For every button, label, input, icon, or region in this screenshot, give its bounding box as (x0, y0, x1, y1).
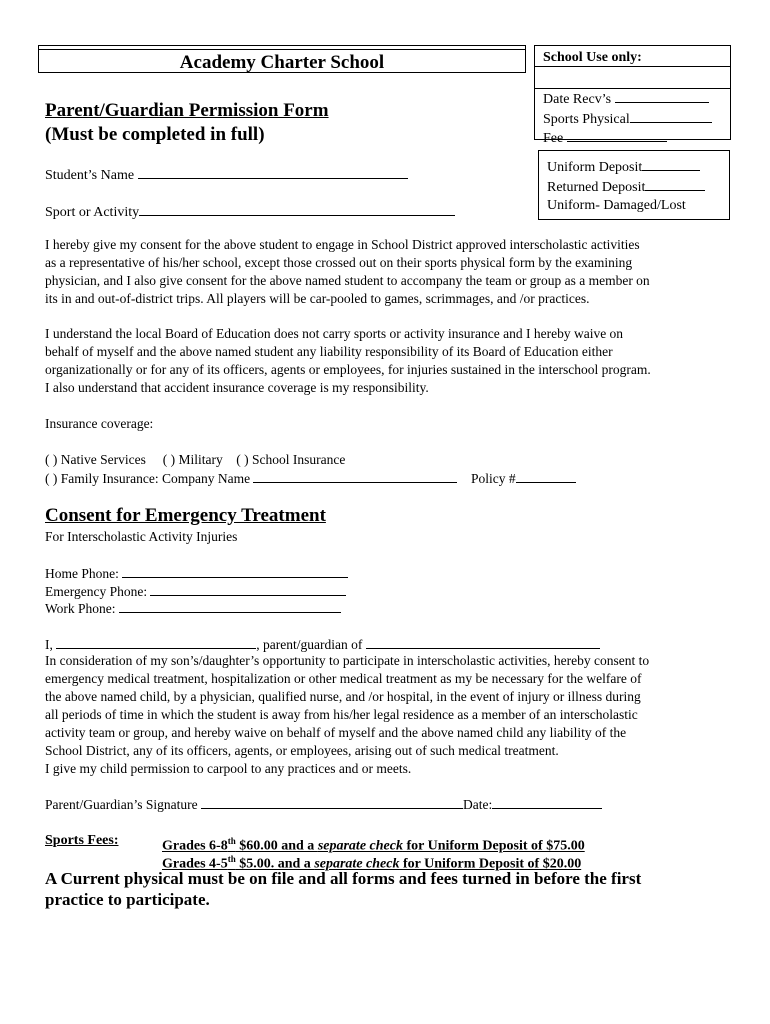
guardian-of-label: , parent/guardian of (256, 637, 363, 652)
insurance-line: I also understand that accident insurance coverage is my responsibility. (45, 380, 429, 395)
date-recv-field[interactable] (615, 89, 709, 103)
emergency-paragraph (45, 652, 745, 778)
fees-row2-grades: Grades 4-5 (162, 856, 228, 872)
signature-field[interactable] (201, 795, 463, 809)
emergency-line: all periods of time in which the student is away from his/her legal residence as a member of an interscholastic (45, 707, 638, 722)
sports-physical-field[interactable] (630, 109, 712, 123)
military-checkbox[interactable]: ( ) Military (162, 452, 223, 467)
insurance-paragraph (45, 325, 735, 397)
form-title-line2: (Must be completed in full) (45, 124, 265, 145)
emergency-heading: Consent for Emergency Treatment (45, 505, 326, 526)
school-use-box (534, 45, 731, 146)
sport-field[interactable] (139, 202, 455, 216)
family-insurance-checkbox[interactable]: ( ) Family Insurance: Company Name (45, 471, 251, 486)
work-phone-label: Work Phone: (45, 601, 116, 616)
guardian-name-field[interactable] (56, 635, 256, 649)
date-recv-label: Date Recv’s (543, 92, 612, 107)
fees-row2-tail: for Uniform Deposit of $20.00 (399, 856, 582, 872)
fee-label: Fee (543, 131, 564, 146)
work-phone-row (45, 599, 341, 618)
policy-label: Policy # (470, 471, 516, 486)
date-field[interactable] (492, 795, 602, 809)
fees-row2-amount: $5.00. and a (235, 856, 315, 872)
separate-check-text: separate check (317, 838, 403, 854)
uniform-deposit-field[interactable] (642, 157, 700, 171)
emergency-line: In consideration of my son’s/daughter’s opportunity to participate in interscholastic activities, hereby consent to (45, 653, 650, 668)
policy-field[interactable] (516, 469, 576, 483)
home-phone-row (45, 564, 348, 583)
separate-check-text: separate check (314, 856, 400, 872)
child-name-field[interactable] (366, 635, 600, 649)
insurance-line: behalf of myself and the above named student any liability responsibility of its Board of Education either (45, 344, 613, 359)
insurance-line: organizationally or for any of its officers, agents or employees, for injuries sustained in the interschool program. (45, 362, 651, 377)
uniform-damaged-label: Uniform- Damaged/Lost (547, 198, 686, 213)
consent-line: physician, and I also give consent for the above named student to accompany the team or group as a member on (45, 273, 650, 288)
insurance-options-row2 (45, 469, 576, 488)
fee-field[interactable] (567, 128, 667, 142)
fees-row2-sup: th (227, 854, 236, 864)
form-title-line1: Parent/Guardian Permission Form (45, 100, 329, 121)
home-phone-label: Home Phone: (45, 566, 119, 581)
i-label: I, (45, 637, 53, 652)
sport-row (45, 202, 455, 222)
date-label: Date: (462, 797, 493, 812)
signature-label: Parent/Guardian’s Signature (45, 797, 198, 812)
returned-deposit-label: Returned Deposit (547, 180, 646, 195)
consent-line: I hereby give my consent for the above student to engage in School District approved interscholastic activities (45, 237, 640, 252)
footer-notice-line2: practice to participate. (45, 890, 210, 909)
uniform-deposit-label: Uniform Deposit (547, 160, 643, 175)
insurance-coverage-label: Insurance coverage: (45, 416, 154, 431)
consent-paragraph (45, 236, 735, 308)
insurance-options-row1 (45, 451, 345, 469)
fees-row1-grades: Grades 6-8 (162, 838, 228, 854)
footer-notice (45, 868, 745, 910)
emergency-line: activity team or group, and hereby waive on behalf of myself and the above named child any liability of the (45, 725, 627, 740)
emergency-line: emergency medical treatment, hospitalization or other medical treatment as my be necessary for the welfare of (45, 671, 642, 686)
emergency-phone-field[interactable] (150, 582, 346, 596)
fees-row1-amount: $60.00 and a (235, 838, 318, 854)
student-name-label: Student’s Name (45, 168, 135, 183)
sports-physical-label: Sports Physical (543, 111, 630, 127)
emergency-line: the above named child, by a physician, qualified nurse, and /or hospital, in the event of injury or illness during (45, 689, 641, 704)
fees-row1-tail: for Uniform Deposit of $75.00 (402, 838, 585, 854)
native-services-checkbox[interactable]: ( ) Native Services (45, 452, 146, 467)
footer-notice-line1: A Current physical must be on file and all forms and fees turned in before the first (45, 869, 642, 888)
consent-line: as a representative of his/her school, except those crossed out on their sports physical form by the examining (45, 255, 633, 270)
form-title (45, 99, 329, 147)
insurance-line: I understand the local Board of Education does not carry sports or activity insurance and I hereby waive on (45, 326, 624, 341)
school-use-header: School Use only: (543, 50, 642, 65)
signature-row (45, 795, 602, 814)
student-name-row (45, 165, 408, 185)
school-insurance-checkbox[interactable]: ( ) School Insurance (236, 452, 346, 467)
fees-row1-sup: th (227, 836, 236, 846)
emergency-subheading: For Interscholastic Activity Injuries (45, 529, 238, 544)
consent-line: its in and out-of-district trips. All players will be car-pooled to games, scrimmages, and /or practices. (45, 291, 590, 306)
emergency-line: I give my child permission to carpool to any practices and or meets. (45, 761, 412, 776)
work-phone-field[interactable] (119, 599, 341, 613)
title-box (38, 45, 526, 73)
returned-deposit-field[interactable] (645, 177, 705, 191)
emergency-line: School District, any of its officers, agents, or employees, arising out of such medical treatment. (45, 743, 559, 758)
sport-label: Sport or Activity (45, 205, 140, 220)
emergency-phone-label: Emergency Phone: (45, 584, 148, 599)
uniform-box (538, 150, 730, 220)
school-name: Academy Charter School (179, 52, 385, 73)
company-name-field[interactable] (253, 469, 457, 483)
sports-fees-label: Sports Fees: (45, 833, 119, 848)
home-phone-field[interactable] (122, 564, 348, 578)
student-name-field[interactable] (138, 165, 408, 179)
